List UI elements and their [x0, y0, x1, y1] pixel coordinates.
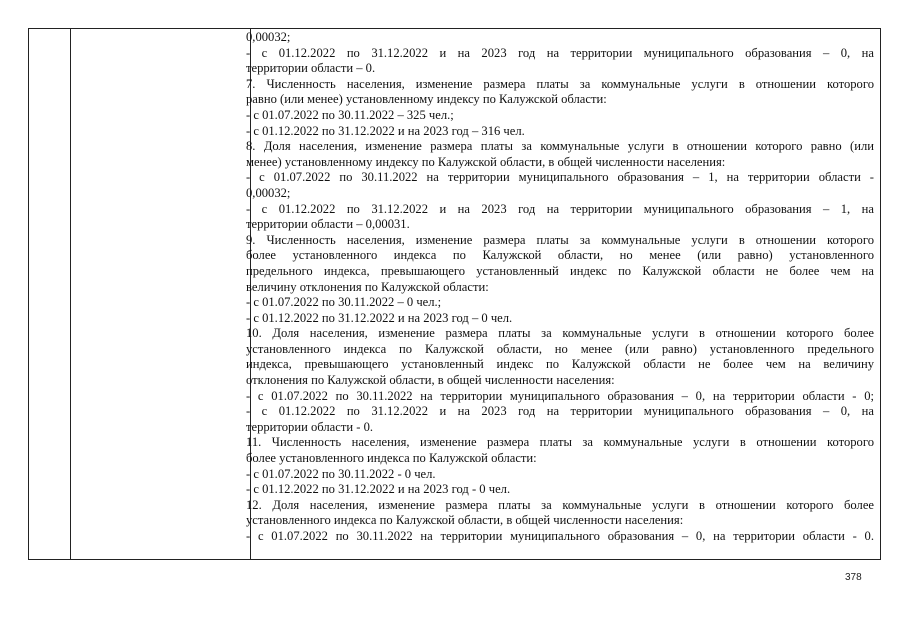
- text-line: - с 01.07.2022 по 30.11.2022 на территории муниципального образования – 0, на территории области - 0;: [246, 388, 874, 403]
- text-line: установленного индекса по Калужской области, в общей численности населения:: [246, 513, 684, 528]
- text-line: 8. Доля населения, изменение размера платы за коммунальные услуги в отношении которого равно (или: [246, 139, 874, 154]
- text-line: равно (или менее) установленному индексу по Калужской области:: [246, 92, 607, 107]
- text-line: территории области - 0.: [246, 419, 374, 434]
- text-line: - с 01.07.2022 по 30.11.2022 - 0 чел.: [246, 466, 436, 481]
- text-line: - с 01.12.2022 по 31.12.2022 и на 2023 год на территории муниципального образования – 0, на: [246, 45, 874, 60]
- text-line: величину отклонения по Калужской области:: [246, 279, 489, 294]
- text-line: территории области – 0.: [246, 61, 376, 76]
- text-line: более установленного индекса по Калужской области, но менее (или равно) установленного: [246, 248, 874, 263]
- text-line: 0,00032;: [246, 30, 291, 44]
- text-line: территории области – 0,00031.: [246, 217, 410, 232]
- text-line: 9. Численность населения, изменение размера платы за коммунальные услуги в отношении которого: [246, 232, 874, 247]
- text-line: предельного индекса, превышающего установленный индекс по Калужской области не более чем на: [246, 263, 874, 278]
- text-line: индекса, превышающего установленный индекс по Калужской области не более чем на величину: [246, 357, 874, 372]
- text-line: отклонения по Калужской области, в общей численности населения:: [246, 373, 615, 388]
- text-line: - с 01.12.2022 по 31.12.2022 и на 2023 год – 316 чел.: [246, 123, 525, 138]
- text-line: более установленного индекса по Калужской области:: [246, 451, 537, 466]
- text-line: - с 01.07.2022 по 30.11.2022 на территории муниципального образования – 0, на территории области - 0.: [246, 529, 874, 543]
- text-line: 10. Доля населения, изменение размера платы за коммунальные услуги в отношении которого более: [246, 326, 874, 341]
- text-line: - с 01.12.2022 по 31.12.2022 и на 2023 год – 0 чел.: [246, 310, 513, 325]
- text-line: - с 01.12.2022 по 31.12.2022 и на 2023 год - 0 чел.: [246, 482, 511, 497]
- text-line: - с 01.07.2022 по 30.11.2022 на территории муниципального образования – 1, на территории области -: [246, 170, 874, 185]
- text-line: - с 01.12.2022 по 31.12.2022 и на 2023 год на территории муниципального образования – 1, на: [246, 201, 874, 216]
- text-line: установленного индекса по Калужской области, но менее (или равно) установленного предельного: [246, 341, 874, 356]
- text-line: - с 01.07.2022 по 30.11.2022 – 325 чел.;: [246, 107, 454, 122]
- text-line: - с 01.07.2022 по 30.11.2022 – 0 чел.;: [246, 295, 442, 310]
- table-column-divider: [70, 29, 71, 559]
- text-line: 12. Доля населения, изменение размера платы за коммунальные услуги в отношении которого более: [246, 497, 874, 512]
- text-line: менее) установленному индексу по Калужской области, в общей численности населения:: [246, 154, 726, 169]
- text-line: 7. Численность населения, изменение размера платы за коммунальные услуги в отношении которого: [246, 76, 874, 91]
- text-line: - с 01.12.2022 по 31.12.2022 и на 2023 год на территории муниципального образования – 0, на: [246, 404, 874, 419]
- table-cell-text: [246, 30, 874, 545]
- page-number: 378: [845, 572, 862, 583]
- text-line: 11. Численность населения, изменение размера платы за коммунальные услуги в отношении которого: [246, 435, 874, 450]
- text-line: 0,00032;: [246, 185, 291, 200]
